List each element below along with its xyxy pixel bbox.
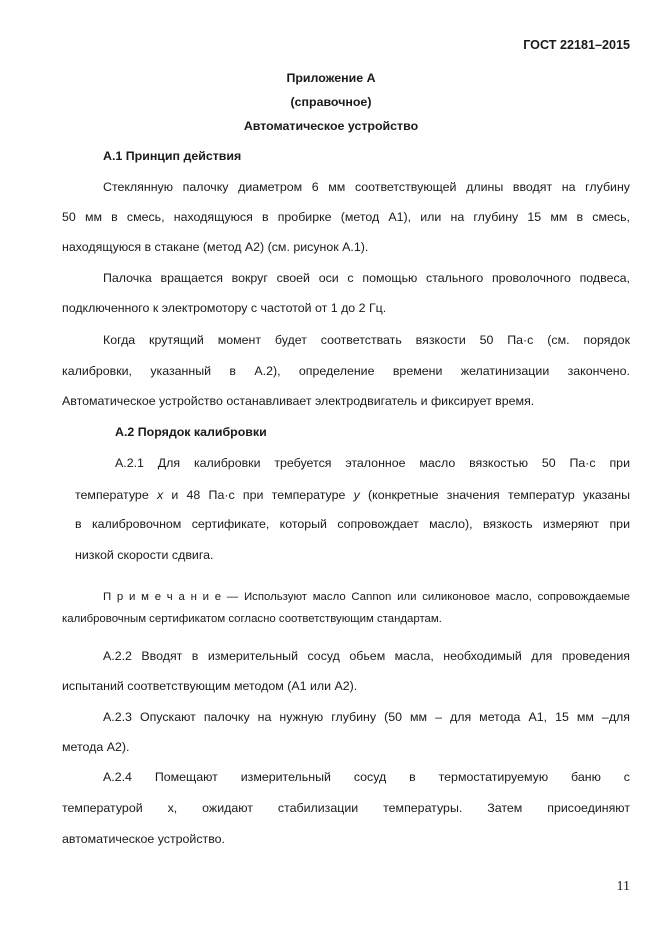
section-a2-heading: А.2 Порядок калибровки xyxy=(115,425,267,439)
a2-1-line1: А.2.1 Для калибровки требуется эталонное масло вязкостью 50 Па·с при xyxy=(115,456,630,470)
a2-1-line2-text-c: (конкретные значения температур указаны xyxy=(359,488,630,502)
note-line1: П р и м е ч а н и е — Используют масло Cannon или силиконовое масло, сопровождаемые xyxy=(103,591,630,603)
a2-1-line2-text-b: и 48 Па·с при температуре xyxy=(163,488,354,502)
a2-3-line2: метода А2). xyxy=(62,740,130,754)
a2-1-line4: низкой скорости сдвига. xyxy=(75,548,214,562)
a2-2-line2: испытаний соответствующим методом (А1 или А2). xyxy=(62,679,358,693)
a2-4-line2: температурой x, ожидают стабилизации температуры. Затем присоединяют xyxy=(62,801,630,815)
a1-p1-line1: Стеклянную палочку диаметром 6 мм соответствующей длины вводят на глубину xyxy=(103,180,630,194)
a2-4-line3: автоматическое устройство. xyxy=(62,832,225,846)
a1-p3-line1: Когда крутящий момент будет соответствать вязкости 50 Па·с (см. порядок xyxy=(103,333,630,347)
a1-p3-line3: Автоматическое устройство останавливает электродвигатель и фиксирует время. xyxy=(62,394,535,408)
annex-kind: (справочное) xyxy=(290,95,372,109)
a2-3-line1: А.2.3 Опускают палочку на нужную глубину (50 мм – для метода А1, 15 мм –для xyxy=(103,710,630,724)
a1-p2-line1: Палочка вращается вокруг своей оси с помощью стального проволочного подвеса, xyxy=(103,271,630,285)
temperature-y-symbol: y xyxy=(353,488,360,502)
a2-4-line1: А.2.4 Помещают измерительный сосуд в термостатируемую баню с xyxy=(103,770,630,784)
a1-p3-line2: калибровки, указанный в А.2), определение времени желатинизации закончено. xyxy=(62,364,630,378)
a1-p1-line2: 50 мм в смесь, находящуюся в пробирке (метод А1), или на глубину 15 мм в смесь, xyxy=(62,210,630,224)
annex-subtitle: Автоматическое устройство xyxy=(243,119,419,133)
a2-2-line1: А.2.2 Вводят в измерительный сосуд обьем масла, необходимый для проведения xyxy=(103,649,630,663)
document-code: ГОСТ 22181–2015 xyxy=(523,38,630,52)
annex-title: Приложение А xyxy=(286,71,376,85)
a1-p2-line2: подключенного к электромотору с частотой от 1 до 2 Гц. xyxy=(62,301,387,315)
a2-1-line3: в калибровочном сертификате, который сопровождает масло), вязкость измеряют при xyxy=(75,517,630,531)
temperature-x-symbol: x xyxy=(156,488,164,502)
section-a1-heading: А.1 Принцип действия xyxy=(103,149,242,163)
a2-1-line2-text-a: температуре xyxy=(75,488,157,502)
note-line2: калибровочным сертификатом согласно соответствующим стандартам. xyxy=(62,613,442,625)
a1-p1-line3: находящуюся в стакане (метод А2) (см. рисунок А.1). xyxy=(62,240,369,254)
page-number: 11 xyxy=(616,879,630,894)
a2-1-line2 xyxy=(75,488,630,502)
